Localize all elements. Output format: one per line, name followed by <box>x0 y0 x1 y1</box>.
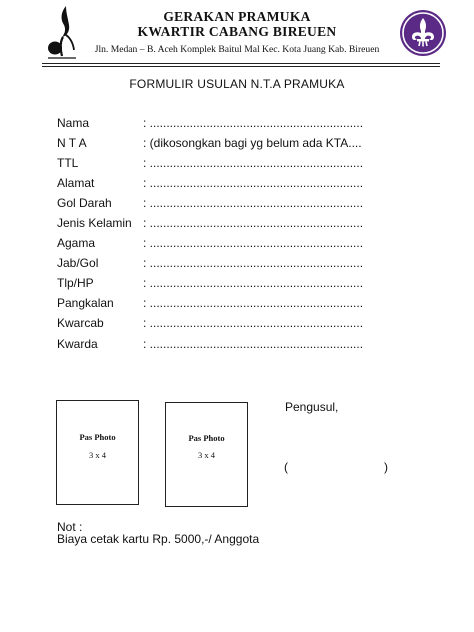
photo-box-2 <box>165 402 248 507</box>
field-label-gol-darah: Gol Darah <box>57 196 112 210</box>
photo-box-1 <box>56 400 139 505</box>
field-value-gol-darah[interactable]: : ................................................................ <box>143 196 364 210</box>
field-label-ttl: TTL <box>57 156 79 170</box>
field-value-tlp-hp[interactable]: : ................................................................ <box>143 276 364 290</box>
photo-size: 3 x 4 <box>198 450 215 460</box>
field-value-kwarda[interactable]: : ................................................................ <box>143 337 364 351</box>
organization-name: GERAKAN PRAMUKA <box>163 9 311 24</box>
branch-name: KWARTIR CABANG BIREUEN <box>137 24 337 39</box>
field-label-jenis-kelamin: Jenis Kelamin <box>57 216 132 230</box>
field-label-pangkalan: Pangkalan <box>57 296 114 310</box>
field-value-pangkalan[interactable]: : ................................................................ <box>143 296 364 310</box>
photo-title: Pas Photo <box>188 433 225 443</box>
field-label-agama: Agama <box>57 236 96 250</box>
signature-open-paren: ( <box>284 460 288 474</box>
field-label-tlp-hp: Tlp/HP <box>57 276 94 290</box>
header-rule-thick <box>42 63 440 64</box>
signature-label: Pengusul, <box>285 400 339 414</box>
field-label-jab-gol: Jab/Gol <box>57 256 99 270</box>
note-text: Biaya cetak kartu Rp. 5000,-/ Anggota <box>57 532 260 546</box>
field-label-kwarda: Kwarda <box>57 337 98 351</box>
field-label-alamat: Alamat <box>57 176 95 190</box>
photo-title: Pas Photo <box>79 432 116 442</box>
field-value-agama[interactable]: : ................................................................ <box>143 236 364 250</box>
note-heading: Not : <box>57 520 83 534</box>
field-value-nta[interactable]: : (dikosongkan bagi yg belum ada KTA.... <box>143 136 362 150</box>
field-value-kwarcab[interactable]: : ................................................................ <box>143 316 364 330</box>
field-value-alamat[interactable]: : ................................................................ <box>143 176 364 190</box>
header-rule-thin <box>42 66 440 67</box>
field-label-nta: N T A <box>57 136 87 150</box>
address: Jln. Medan – B. Aceh Komplek Baitul Mal Kec. Kota Juang Kab. Bireuen <box>94 44 380 55</box>
field-value-jenis-kelamin[interactable]: : ................................................................ <box>143 216 364 230</box>
field-value-ttl[interactable]: : ................................................................ <box>143 156 364 170</box>
photo-size: 3 x 4 <box>89 450 106 460</box>
field-value-jab-gol[interactable]: : ................................................................ <box>143 256 364 270</box>
field-value-nama[interactable]: : ................................................................ <box>143 116 364 130</box>
form-title: FORMULIR USULAN N.T.A PRAMUKA <box>129 77 345 91</box>
field-label-kwarcab: Kwarcab <box>57 316 104 330</box>
field-label-nama: Nama <box>57 116 90 130</box>
world-scout-emblem-icon <box>399 9 447 57</box>
signature-close-paren: ) <box>384 460 388 474</box>
